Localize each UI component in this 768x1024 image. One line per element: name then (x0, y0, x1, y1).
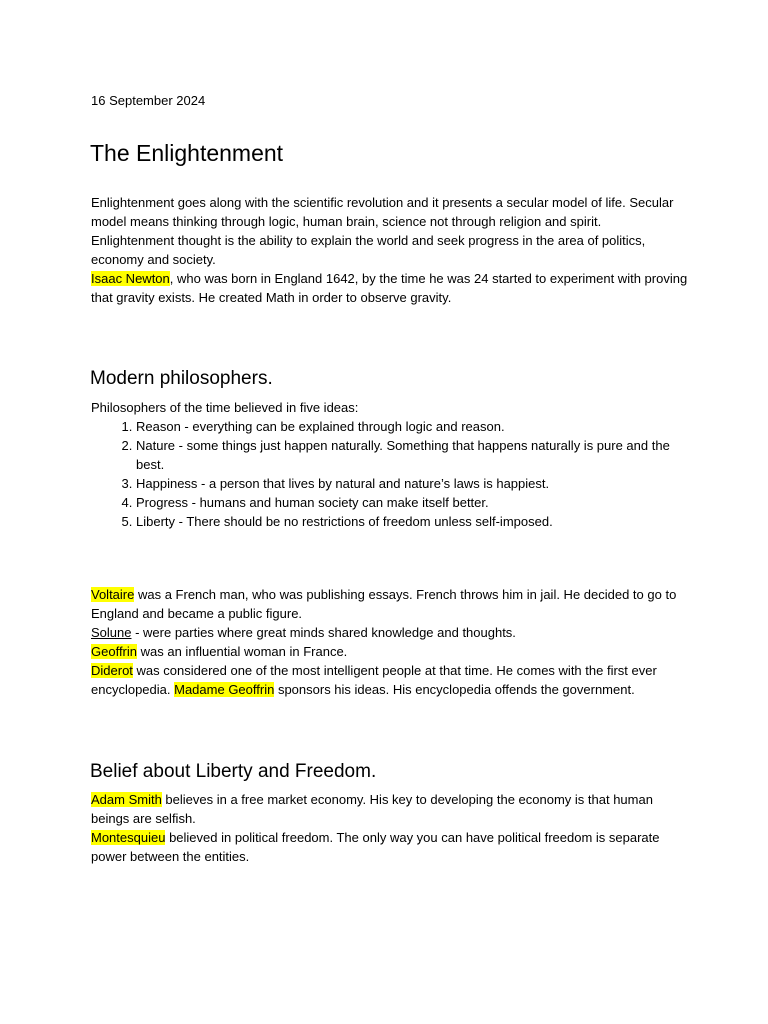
montesquieu-text: believed in political freedom. The only way you can have political freedom is separate power between the entities. (91, 830, 660, 864)
document-date: 16 September 2024 (91, 93, 206, 108)
philosophers-section (91, 398, 691, 531)
highlight-madame-geoffrin: Madame Geoffrin (174, 682, 275, 697)
idea-item-happiness: 3. Happiness - a person that lives by natural and nature’s laws is happiest. (136, 474, 691, 493)
geoffrin-text: was an influential woman in France. (137, 644, 348, 659)
idea-item-liberty: 5. Liberty - There should be no restrictions of freedom unless self-imposed. (136, 512, 691, 531)
geoffrin-paragraph (91, 642, 691, 661)
idea-item-reason: 1. Reason - everything can be explained through logic and reason. (136, 417, 691, 436)
diderot-paragraph (91, 661, 691, 699)
intro-section (91, 193, 691, 307)
philosophers-heading: Modern philosophers. (90, 368, 273, 389)
underlined-solune: Solune (91, 625, 132, 640)
intro-paragraph-secular: Enlightenment goes along with the scientific revolution and it presents a secular model of life. Secular model means thinking through logic, human brain, science not through religion and spirit. (91, 195, 674, 229)
highlight-geoffrin: Geoffrin (91, 644, 138, 659)
philosophers-lead: Philosophers of the time believed in five ideas: (91, 400, 359, 415)
liberty-heading: Belief about Liberty and Freedom. (90, 761, 377, 782)
highlight-voltaire: Voltaire (91, 587, 135, 602)
solune-paragraph (91, 623, 691, 642)
intro-paragraph-thought: Enlightenment thought is the ability to explain the world and seek progress in the area of politics, economy and society. (91, 233, 646, 267)
highlight-adam-smith: Adam Smith (91, 792, 162, 807)
smith-text: believes in a free market economy. His key to developing the economy is that human beings are selfish. (91, 792, 653, 826)
liberty-section (91, 790, 691, 866)
voltaire-text: was a French man, who was publishing essays. French throws him in jail. He decided to go to England and became a public figure. (91, 587, 677, 621)
idea-item-nature: 2. Nature - some things just happen naturally. Something that happens naturally is pure and the best. (136, 436, 691, 474)
highlight-diderot: Diderot (91, 663, 133, 678)
newton-paragraph (91, 269, 691, 307)
idea-item-progress: 4. Progress - humans and human society can make itself better. (136, 493, 691, 512)
solune-text: - were parties where great minds shared knowledge and thoughts. (131, 625, 516, 640)
diderot-text: was considered one of the most intelligent people at that time. He comes with the first ever encyclopedia. (91, 663, 657, 697)
highlight-montesquieu: Montesquieu (91, 830, 166, 845)
ideas-list (91, 417, 691, 531)
smith-paragraph (91, 790, 691, 828)
document-title: The Enlightenment (90, 140, 284, 166)
highlight-newton: Isaac Newton (91, 271, 170, 286)
newton-text: , who was born in England 1642, by the time he was 24 started to experiment with proving that gravity exists. He created Math in order to observe gravity. (91, 271, 688, 305)
madame-geoffrin-text: sponsors his ideas. His encyclopedia offends the government. (274, 682, 635, 697)
montesquieu-paragraph (91, 828, 691, 866)
figures-section (91, 585, 691, 699)
voltaire-paragraph (91, 585, 691, 623)
